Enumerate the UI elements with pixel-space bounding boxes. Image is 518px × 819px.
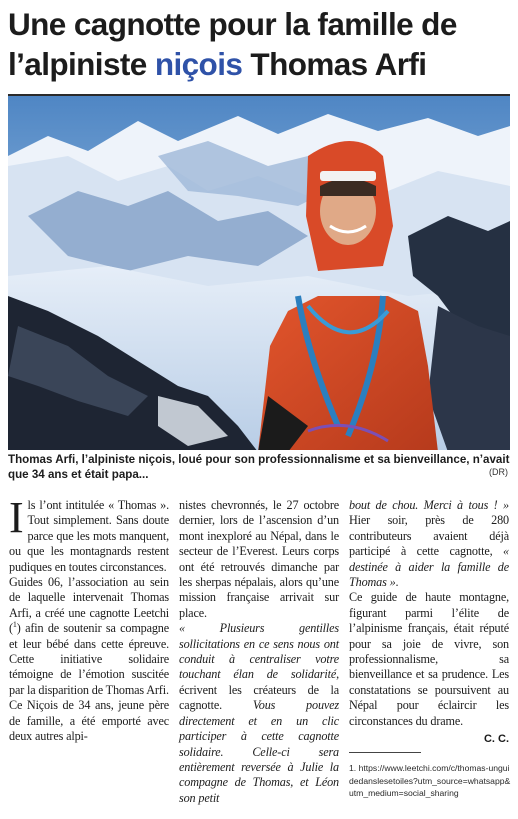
footnote-ref: 1 [12, 620, 17, 630]
paragraph-2: Guides 06, l’association au sein de laquelle intervenait Thomas Arfi, a créé une cagnotte Leetchi ($^1$) afin de soutenir sa compagne et leur bébé dans cette épreuve. Cette initiative solidaire témoigne de l’émotion suscitée par la disparition de Thomas Arfi. [9, 575, 169, 697]
article-column-1 [9, 493, 169, 745]
article-column-2 [179, 498, 339, 806]
article-photo [8, 94, 510, 450]
quote: « destinée à aider la famille de Thomas » [349, 544, 509, 590]
article-column-3 [349, 498, 509, 729]
quote: Vous pouvez directement et en un clic participer à cette cagnotte solidaire. Celle-ci sera entièrement reversée à Julie la compagne de Thomas, et Léon son petit [179, 698, 339, 805]
paragraph-6: bout de chou. Merci à tous ! » Hier soir, près de 280 contributeurs avaient déjà participé à cette cagnotte, « destinée à aider la famille de Thomas ». [349, 498, 509, 590]
photo-credit: (DR) [489, 467, 508, 477]
paragraph-3: Ce Niçois de 34 ans, jeune père de famille, a été emporté avec deux autres alpi- [9, 698, 169, 744]
quote: « Plusieurs gentilles sollicitations en ce sens nous ont conduit à centraliser votre touchant élan de solidarité [179, 621, 339, 682]
headline-accent: niçois [154, 46, 243, 82]
paragraph-5: « Plusieurs gentilles sollicitations en ce sens nous ont conduit à centraliser votre touchant élan de solidarité, écrivent les créateurs de la cagnotte. Vous pouvez directement et en un clic participer à cette cagnotte solidaire. Celle-ci sera entièrement reversée à Julie la compagne de Thomas, et Léon son petit [179, 621, 339, 805]
paragraph-1: Ils l’ont intitulée « Thomas ». Tout simplement. Sans doute parce que les mots manquent, ou que les montagnards restent pudiques en toutes circonstances. [9, 493, 169, 574]
footnote-divider [349, 752, 421, 753]
headline [8, 4, 512, 84]
mountain-photo-icon [8, 96, 510, 450]
quote: bout de chou. Merci à tous ! » [349, 498, 509, 512]
footnote-number: 1. [349, 763, 357, 773]
headline-part2: Thomas Arfi [242, 46, 427, 82]
footnote-link[interactable]: https://www.leetchi.com/c/thomas-unguidedanslesetoiles?utm_source=whatsapp&utm_medium=social_sharing [349, 763, 511, 798]
footnote [349, 762, 511, 800]
paragraph-7: Ce guide de haute montagne, figurant parmi l’élite de l’alpinisme français, était réputé pour sa joie de vivre, son professionnalisme, sa bienveillance et sa prudence. Les constatations se poursuivent au Népal pour éclaircir les circonstances du drame. [349, 590, 509, 728]
author-signature: C. C. [483, 733, 509, 745]
paragraph-4: nistes chevronnés, le 27 octobre dernier, lors de l’ascension d’un mont inexploré au Népal, dans le secteur de l’Everest. Leurs corps ont été retrouvés dimanche par les sherpas népalais, alors qu’une mission française arrivait sur place. [179, 498, 339, 620]
headline-part1: Une cagnotte pour la famille de l’alpiniste [8, 6, 457, 82]
photo-caption: Thomas Arfi, l’alpiniste niçois, loué pour son professionnalisme et sa bienveillance, n’avait que 34 ans et était papa... [8, 453, 510, 481]
dropcap: I [9, 493, 24, 542]
